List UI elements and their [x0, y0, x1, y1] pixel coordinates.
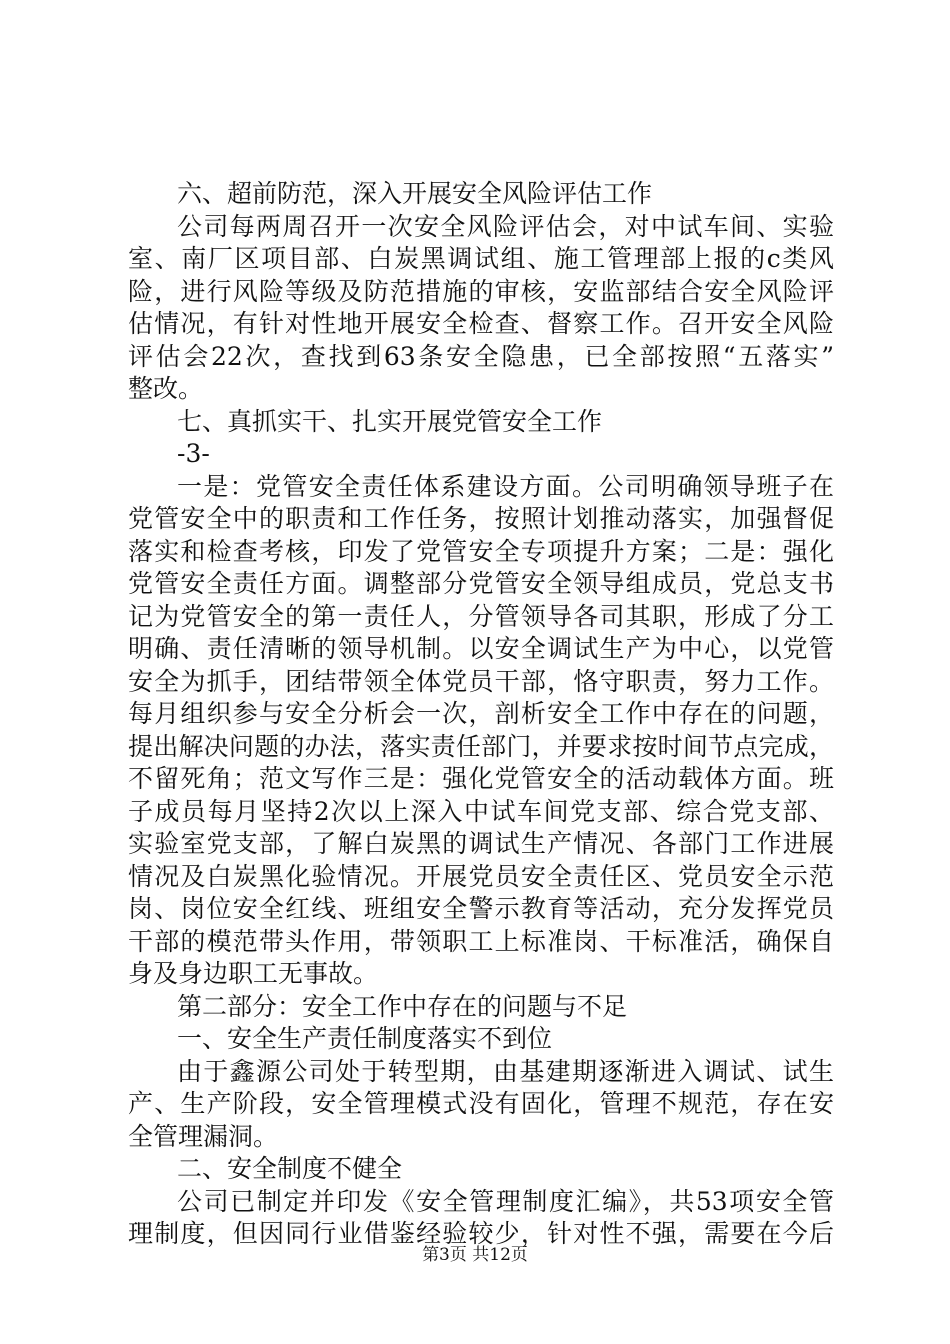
paragraph-line: 险，进行风险等级及防范措施的审核，安监部结合安全风险评 — [128, 276, 834, 306]
paragraph-line: 子成员每月坚持2次以上深入中试车间党支部、综合党支部、 — [128, 796, 834, 826]
document-body — [128, 178, 834, 1251]
section-heading-seven: 七、真抓实干、扎实开展党管安全工作 — [177, 406, 603, 436]
subsection-heading-one: 一、安全生产责任制度落实不到位 — [177, 1024, 553, 1053]
paragraph-line: 明确、责任清晰的领导机制。以安全调试生产为中心，以党管 — [128, 634, 834, 663]
paragraph-line: 干部的模范带头作用，带领职工上标准岗、干标准活，确保自 — [128, 926, 834, 956]
paragraph-line: 全管理漏洞。 — [128, 1121, 279, 1151]
paragraph-line: 党管安全中的职责和工作任务，按照计划推动落实，加强督促 — [128, 504, 834, 533]
paragraph-line: 记为党管安全的第一责任人，分管领导各司其职，形成了分工 — [128, 601, 834, 631]
part-two-heading: 第二部分：安全工作中存在的问题与不足 — [177, 991, 628, 1021]
paragraph-line: 整改。 — [128, 374, 204, 403]
paragraph-line: 不留死角；范文写作三是：强化党管安全的活动载体方面。班 — [128, 764, 834, 793]
inline-page-marker: -3- — [177, 439, 210, 468]
paragraph-line: 公司每两周召开一次安全风险评估会，对中试车间、实验 — [177, 211, 834, 241]
paragraph-line: 安全为抓手，团结带领全体党员干部，恪守职责，努力工作。 — [128, 666, 834, 696]
section-heading-six: 六、超前防范，深入开展安全风险评估工作 — [177, 179, 653, 208]
paragraph-line: 每月组织参与安全分析会一次，剖析安全工作中存在的问题， — [128, 699, 834, 728]
paragraph-line: 估情况，有针对性地开展安全检查、督察工作。召开安全风险 — [128, 309, 834, 338]
paragraph-line: 评估会22次，查找到63条安全隐患，已全部按照“五落实” — [128, 341, 834, 371]
paragraph-line: 实验室党支部，了解白炭黑的调试生产情况、各部门工作进展 — [128, 829, 834, 858]
paragraph-line: 公司已制定并印发《安全管理制度汇编》，共53项安全管 — [177, 1186, 834, 1216]
paragraph-line: 由于鑫源公司处于转型期，由基建期逐渐进入调试、试生 — [177, 1056, 834, 1086]
paragraph-line: 室、南厂区项目部、白炭黑调试组、施工管理部上报的c类风 — [128, 244, 834, 273]
paragraph-line: 理制度，但因同行业借鉴经验较少，针对性不强，需要在今后 — [128, 1219, 834, 1248]
paragraph-line: 情况及白炭黑化验情况。开展党员安全责任区、党员安全示范 — [128, 861, 834, 891]
paragraph-line: 产、生产阶段，安全管理模式没有固化，管理不规范，存在安 — [128, 1089, 834, 1118]
paragraph-line: 一是：党管安全责任体系建设方面。公司明确领导班子在 — [177, 471, 834, 501]
page-number-footer: 第3页 共12页 — [422, 1245, 528, 1265]
paragraph-line: 落实和检查考核，印发了党管安全专项提升方案；二是：强化 — [128, 536, 834, 566]
subsection-heading-two: 二、安全制度不健全 — [177, 1154, 403, 1183]
paragraph-line: 党管安全责任方面。调整部分党管安全领导组成员，党总支书 — [128, 569, 834, 598]
paragraph-line: 身及身边职工无事故。 — [128, 959, 379, 988]
paragraph-line: 提出解决问题的办法，落实责任部门，并要求按时间节点完成， — [128, 731, 834, 761]
paragraph-line: 岗、岗位安全红线、班组安全警示教育等活动，充分发挥党员 — [128, 894, 834, 923]
